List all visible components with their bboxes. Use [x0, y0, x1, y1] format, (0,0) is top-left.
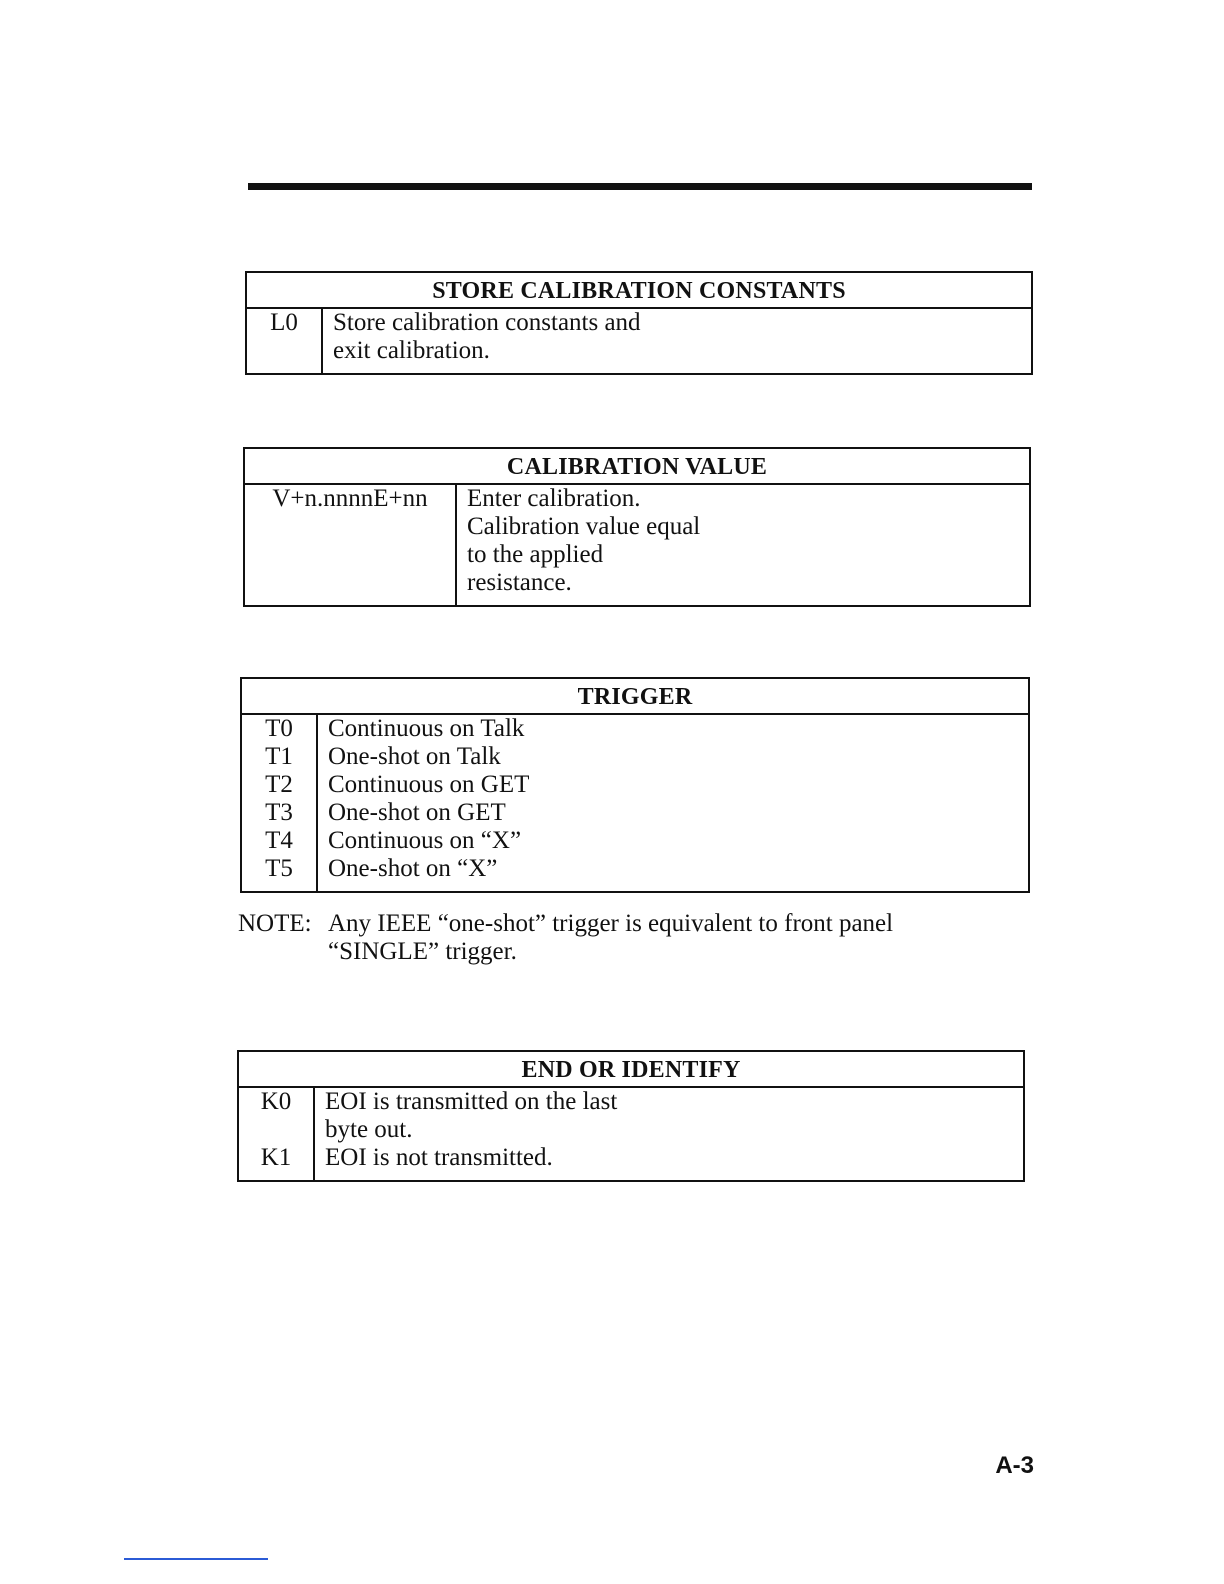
command-description: Continuous on Talk [328, 715, 525, 742]
command-description [322, 308, 1032, 374]
description-line: resistance. [467, 569, 572, 596]
trigger-note [238, 910, 998, 966]
page-number: A-3 [995, 1452, 1034, 1479]
calibration-value-table [243, 447, 1031, 607]
description-line: byte out. [325, 1116, 413, 1143]
table-row [241, 799, 1029, 827]
top-rule [248, 183, 1032, 190]
note-body [328, 910, 988, 966]
table-title: END OR IDENTIFY [238, 1051, 1024, 1087]
command-code: V+n.nnnnE+nn [244, 484, 456, 606]
note-line: Any IEEE “one-shot” trigger is equivalent to front panel [328, 910, 894, 937]
end-or-identify-table [237, 1050, 1025, 1182]
table-title: STORE CALIBRATION CONSTANTS [246, 272, 1032, 308]
description-line: exit calibration. [333, 337, 490, 364]
command-code: L0 [246, 308, 322, 374]
table-row [238, 1144, 1024, 1181]
table-row [238, 1087, 1024, 1144]
table-row [241, 855, 1029, 892]
table-title: CALIBRATION VALUE [244, 448, 1030, 484]
command-code: T2 [241, 771, 317, 799]
command-code: T3 [241, 799, 317, 827]
table-title: TRIGGER [241, 678, 1029, 714]
command-code: T1 [241, 743, 317, 771]
trigger-table [240, 677, 1030, 893]
command-code: K0 [238, 1087, 314, 1144]
command-description: EOI is not transmitted. [325, 1144, 553, 1171]
note-label: NOTE: [238, 910, 312, 937]
description-line: EOI is transmitted on the last [325, 1088, 618, 1115]
command-code: T5 [241, 855, 317, 892]
store-calibration-constants-table [245, 271, 1033, 375]
note-line: “SINGLE” trigger. [328, 938, 517, 965]
bottom-rule [124, 1558, 268, 1560]
description-line: Store calibration constants and [333, 309, 641, 336]
command-code: T0 [241, 714, 317, 743]
command-description: One-shot on Talk [328, 743, 501, 770]
command-description: Continuous on “X” [328, 827, 522, 854]
description-line: to the applied [467, 541, 604, 568]
command-description: Continuous on GET [328, 771, 530, 798]
command-description [314, 1087, 1024, 1144]
command-description [456, 484, 1030, 606]
command-description: One-shot on GET [328, 799, 506, 826]
table-row [241, 771, 1029, 799]
table-row [246, 308, 1032, 374]
table-row [241, 714, 1029, 743]
table-row [241, 743, 1029, 771]
command-code: K1 [238, 1144, 314, 1181]
description-line: Enter calibration. [467, 485, 641, 512]
description-line: Calibration value equal [467, 513, 701, 540]
command-description: One-shot on “X” [328, 855, 498, 882]
table-row [244, 484, 1030, 606]
command-code: T4 [241, 827, 317, 855]
table-row [241, 827, 1029, 855]
